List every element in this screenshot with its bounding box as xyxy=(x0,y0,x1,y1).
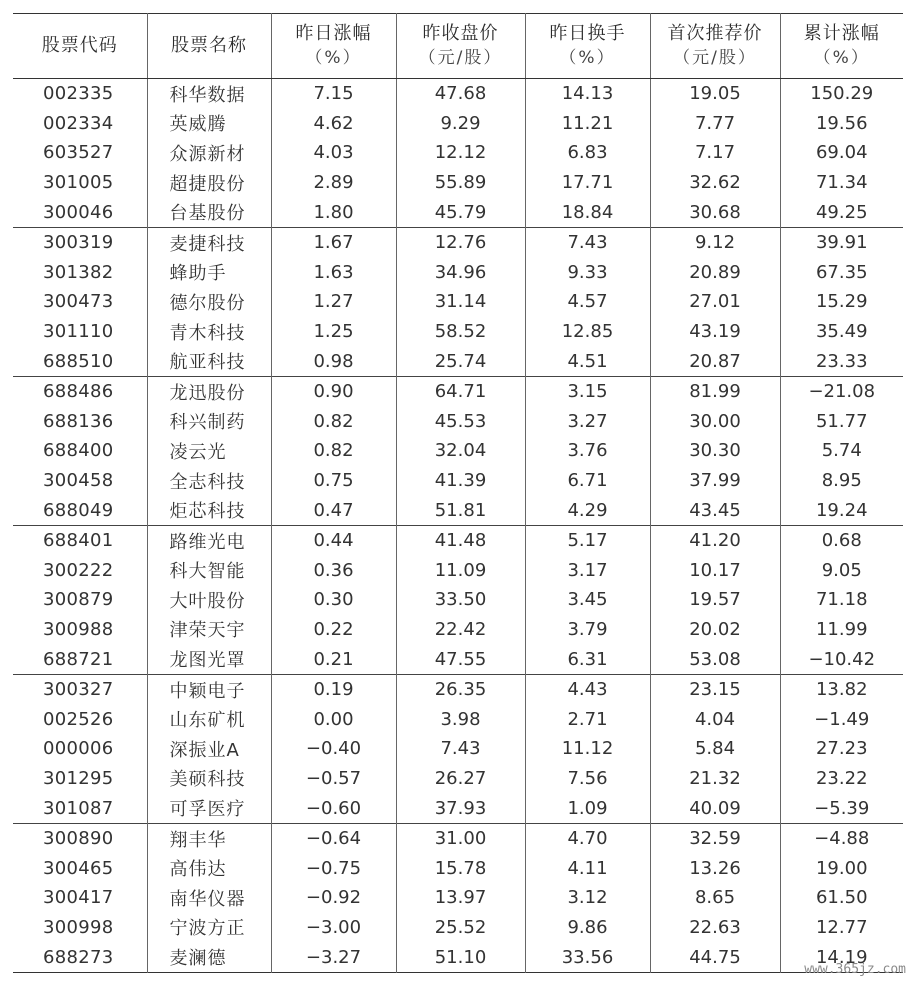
cell-prev-change: 0.00 xyxy=(271,704,396,734)
cell-cumulative-change: 9.05 xyxy=(780,556,903,586)
table-row xyxy=(13,168,903,198)
table-row xyxy=(13,287,903,317)
cell-stock-code: 301005 xyxy=(43,172,114,194)
table-row xyxy=(13,674,903,704)
header-prev-change-label: 昨日涨幅 xyxy=(295,23,372,44)
table-row xyxy=(13,317,903,347)
table-row xyxy=(13,793,903,823)
header-stock-name-label: 股票名称 xyxy=(171,35,247,56)
cell-prev-close: 32.04 xyxy=(396,436,525,466)
cell-prev-turnover: 3.17 xyxy=(525,556,650,586)
cell-first-recommend-price: 23.15 xyxy=(650,674,780,704)
cell-cumulative-change: 51.77 xyxy=(780,407,903,437)
stock-recommendation-table xyxy=(13,13,903,973)
cell-prev-change: 1.67 xyxy=(271,227,396,257)
cell-prev-change: −0.60 xyxy=(271,793,396,823)
cell-prev-change: 0.75 xyxy=(271,466,396,496)
cell-first-recommend-price: 20.02 xyxy=(650,615,780,645)
cell-cumulative-change: 19.24 xyxy=(780,495,903,525)
cell-prev-close: 33.50 xyxy=(396,585,525,615)
header-first-recommend-price xyxy=(650,14,780,79)
cell-prev-turnover: 4.11 xyxy=(525,853,650,883)
cell-stock-code: 688273 xyxy=(43,946,114,968)
cell-cumulative-change: 61.50 xyxy=(780,883,903,913)
cell-prev-close: 26.35 xyxy=(396,674,525,704)
cell-prev-change: 0.22 xyxy=(271,615,396,645)
cell-prev-turnover: 4.29 xyxy=(525,495,650,525)
cell-prev-change: 0.98 xyxy=(271,346,396,376)
cell-first-recommend-price: 8.65 xyxy=(650,883,780,913)
cell-prev-turnover: 3.27 xyxy=(525,407,650,437)
cell-prev-close: 31.00 xyxy=(396,823,525,853)
cell-first-recommend-price: 10.17 xyxy=(650,556,780,586)
cell-cumulative-change: 23.33 xyxy=(780,346,903,376)
cell-stock-name: 麦澜德 xyxy=(147,942,271,972)
cell-stock-name: 龙图光罩 xyxy=(147,644,271,674)
cell-prev-close: 34.96 xyxy=(396,258,525,288)
cell-prev-close: 51.10 xyxy=(396,942,525,972)
cell-first-recommend-price: 40.09 xyxy=(650,793,780,823)
cell-first-recommend-price: 81.99 xyxy=(650,376,780,406)
cell-stock-name: 航亚科技 xyxy=(147,346,271,376)
cell-stock-code: 603527 xyxy=(43,142,114,164)
cell-first-recommend-price: 20.87 xyxy=(650,346,780,376)
cell-prev-change: 1.63 xyxy=(271,258,396,288)
cell-prev-change: 4.03 xyxy=(271,138,396,168)
header-prev-change xyxy=(271,14,396,79)
cell-first-recommend-price: 27.01 xyxy=(650,287,780,317)
cell-stock-code: 002526 xyxy=(43,708,114,730)
cell-cumulative-change: 12.77 xyxy=(780,913,903,943)
cell-stock-code: 002334 xyxy=(43,112,114,134)
cell-stock-code: 688721 xyxy=(43,648,114,670)
cell-cumulative-change: 19.00 xyxy=(780,853,903,883)
cell-stock-name: 美硕科技 xyxy=(147,764,271,794)
cell-stock-code: 300327 xyxy=(13,674,147,704)
table-row xyxy=(13,556,903,586)
cell-cumulative-change: −5.39 xyxy=(780,793,903,823)
cell-stock-code: 300473 xyxy=(43,291,114,313)
cell-prev-change: −0.57 xyxy=(271,764,396,794)
cell-stock-name: 青木科技 xyxy=(147,317,271,347)
cell-cumulative-change: 19.56 xyxy=(780,109,903,139)
cell-stock-code: 688510 xyxy=(43,350,114,372)
cell-prev-close: 41.48 xyxy=(396,525,525,555)
cell-prev-turnover: 33.56 xyxy=(525,942,650,972)
cell-first-recommend-price: 19.57 xyxy=(650,585,780,615)
cell-stock-name: 龙迅股份 xyxy=(147,376,271,406)
table-row xyxy=(13,436,903,466)
cell-prev-change: 0.19 xyxy=(271,674,396,704)
cell-stock-code: 300046 xyxy=(43,201,114,223)
cell-stock-code: 300458 xyxy=(43,470,114,492)
table-row xyxy=(13,883,903,913)
table-row xyxy=(13,644,903,674)
cell-stock-name: 路维光电 xyxy=(147,525,271,555)
cell-first-recommend-price: 9.12 xyxy=(650,227,780,257)
header-cumulative-change-label: 累计涨幅 xyxy=(803,23,880,44)
cell-prev-close: 15.78 xyxy=(396,853,525,883)
header-stock-code xyxy=(13,14,147,79)
cell-prev-close: 64.71 xyxy=(396,376,525,406)
cell-cumulative-change: 5.74 xyxy=(780,436,903,466)
cell-stock-name: 英威腾 xyxy=(147,109,271,139)
cell-cumulative-change: −4.88 xyxy=(780,823,903,853)
cell-stock-name: 翔丰华 xyxy=(147,823,271,853)
cell-prev-change: 2.89 xyxy=(271,168,396,198)
cell-stock-name: 科兴制药 xyxy=(147,407,271,437)
cell-prev-change: 0.30 xyxy=(271,585,396,615)
table-row xyxy=(13,585,903,615)
table-row xyxy=(13,942,903,972)
header-cumulative-change xyxy=(780,14,903,79)
cell-prev-turnover: 3.12 xyxy=(525,883,650,913)
cell-first-recommend-price: 30.00 xyxy=(650,407,780,437)
cell-prev-turnover: 9.33 xyxy=(525,258,650,288)
cell-prev-change: 0.82 xyxy=(271,407,396,437)
cell-cumulative-change: 69.04 xyxy=(780,138,903,168)
cell-prev-change: 1.80 xyxy=(271,197,396,227)
cell-stock-name: 高伟达 xyxy=(147,853,271,883)
table-row xyxy=(13,376,903,406)
cell-stock-name: 炬芯科技 xyxy=(147,495,271,525)
cell-stock-name: 山东矿机 xyxy=(147,704,271,734)
cell-stock-code: 002335 xyxy=(43,83,114,105)
cell-first-recommend-price: 7.77 xyxy=(650,109,780,139)
cell-cumulative-change: 27.23 xyxy=(780,734,903,764)
cell-stock-name: 台基股份 xyxy=(147,197,271,227)
cell-cumulative-change: 71.18 xyxy=(780,585,903,615)
cell-prev-close: 7.43 xyxy=(396,734,525,764)
cell-prev-change: −3.00 xyxy=(271,913,396,943)
cell-first-recommend-price: 20.89 xyxy=(650,258,780,288)
cell-first-recommend-price: 41.20 xyxy=(650,525,780,555)
cell-prev-change: 0.44 xyxy=(271,525,396,555)
cell-stock-name: 麦捷科技 xyxy=(147,227,271,257)
cell-prev-turnover: 7.43 xyxy=(525,227,650,257)
cell-prev-turnover: 4.51 xyxy=(525,346,650,376)
cell-prev-turnover: 2.71 xyxy=(525,704,650,734)
cell-prev-close: 47.68 xyxy=(396,79,525,109)
cell-stock-name: 蜂助手 xyxy=(147,258,271,288)
cell-prev-turnover: 1.09 xyxy=(525,793,650,823)
header-prev-change-unit: （%） xyxy=(305,48,362,68)
cell-cumulative-change: −1.49 xyxy=(780,704,903,734)
cell-prev-change: −3.27 xyxy=(271,942,396,972)
stock-recommendation-table-container xyxy=(13,13,903,973)
header-stock-code-label: 股票代码 xyxy=(41,35,118,56)
cell-prev-close: 45.79 xyxy=(396,197,525,227)
table-row xyxy=(13,704,903,734)
header-stock-name xyxy=(147,14,271,79)
cell-cumulative-change: 14.19 xyxy=(780,942,903,972)
cell-first-recommend-price: 32.59 xyxy=(650,823,780,853)
cell-prev-close: 55.89 xyxy=(396,168,525,198)
cell-stock-name: 大叶股份 xyxy=(147,585,271,615)
cell-prev-close: 26.27 xyxy=(396,764,525,794)
cell-prev-close: 58.52 xyxy=(396,317,525,347)
cell-prev-turnover: 9.86 xyxy=(525,913,650,943)
cell-prev-change: 1.25 xyxy=(271,317,396,347)
cell-prev-turnover: 4.43 xyxy=(525,674,650,704)
cell-prev-close: 12.12 xyxy=(396,138,525,168)
table-row xyxy=(13,407,903,437)
header-first-recommend-price-unit: （元/股） xyxy=(673,48,757,68)
cell-prev-change: −0.64 xyxy=(271,823,396,853)
cell-cumulative-change: −21.08 xyxy=(780,376,903,406)
cell-stock-code: 300465 xyxy=(43,857,114,879)
cell-stock-code: 301087 xyxy=(43,797,114,819)
cell-first-recommend-price: 43.19 xyxy=(650,317,780,347)
cell-prev-turnover: 4.57 xyxy=(525,287,650,317)
cell-prev-close: 22.42 xyxy=(396,615,525,645)
cell-stock-code: 688400 xyxy=(43,440,114,462)
cell-first-recommend-price: 53.08 xyxy=(650,644,780,674)
cell-first-recommend-price: 30.30 xyxy=(650,436,780,466)
cell-stock-name: 科华数据 xyxy=(147,79,271,109)
watermark-text: www.365jz.com xyxy=(804,962,906,977)
cell-prev-change: −0.75 xyxy=(271,853,396,883)
cell-first-recommend-price: 13.26 xyxy=(650,853,780,883)
cell-cumulative-change: 71.34 xyxy=(780,168,903,198)
cell-cumulative-change: 13.82 xyxy=(780,674,903,704)
cell-stock-name: 众源新材 xyxy=(147,138,271,168)
table-body xyxy=(13,79,903,973)
cell-prev-change: −0.40 xyxy=(271,734,396,764)
cell-first-recommend-price: 44.75 xyxy=(650,942,780,972)
cell-stock-name: 德尔股份 xyxy=(147,287,271,317)
cell-prev-turnover: 6.71 xyxy=(525,466,650,496)
cell-prev-turnover: 12.85 xyxy=(525,317,650,347)
header-row xyxy=(13,14,903,79)
cell-prev-close: 3.98 xyxy=(396,704,525,734)
cell-prev-close: 31.14 xyxy=(396,287,525,317)
cell-first-recommend-price: 37.99 xyxy=(650,466,780,496)
cell-first-recommend-price: 7.17 xyxy=(650,138,780,168)
cell-cumulative-change: 0.68 xyxy=(780,525,903,555)
cell-cumulative-change: 35.49 xyxy=(780,317,903,347)
cell-first-recommend-price: 32.62 xyxy=(650,168,780,198)
table-row xyxy=(13,79,903,109)
cell-stock-name: 宁波方正 xyxy=(147,913,271,943)
table-row xyxy=(13,197,903,227)
cell-stock-code: 301382 xyxy=(43,261,114,283)
header-prev-turnover-unit: （%） xyxy=(559,48,616,68)
cell-first-recommend-price: 43.45 xyxy=(650,495,780,525)
cell-stock-code: 688486 xyxy=(13,376,147,406)
cell-prev-turnover: 14.13 xyxy=(525,79,650,109)
cell-prev-change: 0.82 xyxy=(271,436,396,466)
table-row xyxy=(13,495,903,525)
table-row xyxy=(13,227,903,257)
cell-stock-code: 688136 xyxy=(43,410,114,432)
cell-stock-name: 超捷股份 xyxy=(147,168,271,198)
cell-cumulative-change: 11.99 xyxy=(780,615,903,645)
cell-prev-close: 25.52 xyxy=(396,913,525,943)
cell-stock-code: 688401 xyxy=(13,525,147,555)
table-row xyxy=(13,615,903,645)
cell-stock-name: 凌云光 xyxy=(147,436,271,466)
cell-stock-code: 300998 xyxy=(43,916,114,938)
cell-stock-code: 301110 xyxy=(43,321,114,343)
cell-prev-close: 12.76 xyxy=(396,227,525,257)
table-row xyxy=(13,823,903,853)
cell-stock-code: 300417 xyxy=(43,887,114,909)
table-row xyxy=(13,138,903,168)
cell-first-recommend-price: 19.05 xyxy=(650,79,780,109)
cell-prev-change: 0.47 xyxy=(271,495,396,525)
cell-stock-code: 300890 xyxy=(13,823,147,853)
cell-prev-turnover: 7.56 xyxy=(525,764,650,794)
cell-prev-close: 9.29 xyxy=(396,109,525,139)
cell-prev-turnover: 3.79 xyxy=(525,615,650,645)
cell-stock-name: 中颖电子 xyxy=(147,674,271,704)
cell-first-recommend-price: 4.04 xyxy=(650,704,780,734)
cell-prev-turnover: 11.21 xyxy=(525,109,650,139)
header-prev-close-unit: （元/股） xyxy=(418,48,503,68)
cell-cumulative-change: 8.95 xyxy=(780,466,903,496)
cell-prev-close: 47.55 xyxy=(396,644,525,674)
table-row xyxy=(13,466,903,496)
cell-cumulative-change: 150.29 xyxy=(780,79,903,109)
cell-stock-name: 可孚医疗 xyxy=(147,793,271,823)
cell-prev-change: −0.92 xyxy=(271,883,396,913)
cell-stock-name: 全志科技 xyxy=(147,466,271,496)
cell-stock-code: 300879 xyxy=(43,589,114,611)
table-row xyxy=(13,734,903,764)
cell-stock-name: 深振业A xyxy=(147,734,271,764)
cell-first-recommend-price: 22.63 xyxy=(650,913,780,943)
cell-cumulative-change: 67.35 xyxy=(780,258,903,288)
cell-prev-turnover: 3.45 xyxy=(525,585,650,615)
cell-stock-code: 688049 xyxy=(43,499,114,521)
cell-prev-turnover: 18.84 xyxy=(525,197,650,227)
cell-prev-turnover: 5.17 xyxy=(525,525,650,555)
cell-prev-change: 0.90 xyxy=(271,376,396,406)
cell-first-recommend-price: 21.32 xyxy=(650,764,780,794)
cell-cumulative-change: 39.91 xyxy=(780,227,903,257)
cell-first-recommend-price: 5.84 xyxy=(650,734,780,764)
table-row xyxy=(13,346,903,376)
table-row xyxy=(13,913,903,943)
table-row xyxy=(13,764,903,794)
cell-prev-close: 45.53 xyxy=(396,407,525,437)
cell-stock-name: 科大智能 xyxy=(147,556,271,586)
cell-prev-change: 1.27 xyxy=(271,287,396,317)
cell-prev-turnover: 3.76 xyxy=(525,436,650,466)
cell-prev-turnover: 4.70 xyxy=(525,823,650,853)
cell-prev-close: 13.97 xyxy=(396,883,525,913)
cell-prev-turnover: 3.15 xyxy=(525,376,650,406)
table-row xyxy=(13,853,903,883)
table-header xyxy=(13,14,903,79)
header-first-recommend-price-label: 首次推荐价 xyxy=(667,23,763,44)
cell-stock-code: 301295 xyxy=(43,767,114,789)
cell-prev-turnover: 6.83 xyxy=(525,138,650,168)
cell-prev-change: 0.36 xyxy=(271,556,396,586)
header-cumulative-change-unit: （%） xyxy=(813,48,870,68)
cell-stock-code: 000006 xyxy=(43,738,114,760)
cell-stock-code: 300319 xyxy=(13,227,147,257)
cell-prev-turnover: 17.71 xyxy=(525,168,650,198)
table-row xyxy=(13,525,903,555)
cell-cumulative-change: 49.25 xyxy=(780,197,903,227)
cell-prev-change: 7.15 xyxy=(271,79,396,109)
cell-prev-close: 25.74 xyxy=(396,346,525,376)
cell-stock-code: 300222 xyxy=(43,559,114,581)
table-row xyxy=(13,258,903,288)
header-prev-turnover-label: 昨日换手 xyxy=(549,23,626,44)
cell-prev-close: 51.81 xyxy=(396,495,525,525)
cell-cumulative-change: 15.29 xyxy=(780,287,903,317)
cell-cumulative-change: 23.22 xyxy=(780,764,903,794)
cell-prev-turnover: 6.31 xyxy=(525,644,650,674)
header-prev-turnover xyxy=(525,14,650,79)
cell-prev-close: 11.09 xyxy=(396,556,525,586)
header-prev-close-label: 昨收盘价 xyxy=(422,23,499,44)
cell-prev-close: 41.39 xyxy=(396,466,525,496)
header-prev-close xyxy=(396,14,525,79)
cell-stock-name: 南华仪器 xyxy=(147,883,271,913)
cell-stock-code: 300988 xyxy=(43,618,114,640)
cell-first-recommend-price: 30.68 xyxy=(650,197,780,227)
cell-stock-name: 津荣天宇 xyxy=(147,615,271,645)
cell-prev-close: 37.93 xyxy=(396,793,525,823)
cell-cumulative-change: −10.42 xyxy=(780,644,903,674)
cell-prev-turnover: 11.12 xyxy=(525,734,650,764)
table-row xyxy=(13,109,903,139)
cell-prev-change: 4.62 xyxy=(271,109,396,139)
cell-prev-change: 0.21 xyxy=(271,644,396,674)
